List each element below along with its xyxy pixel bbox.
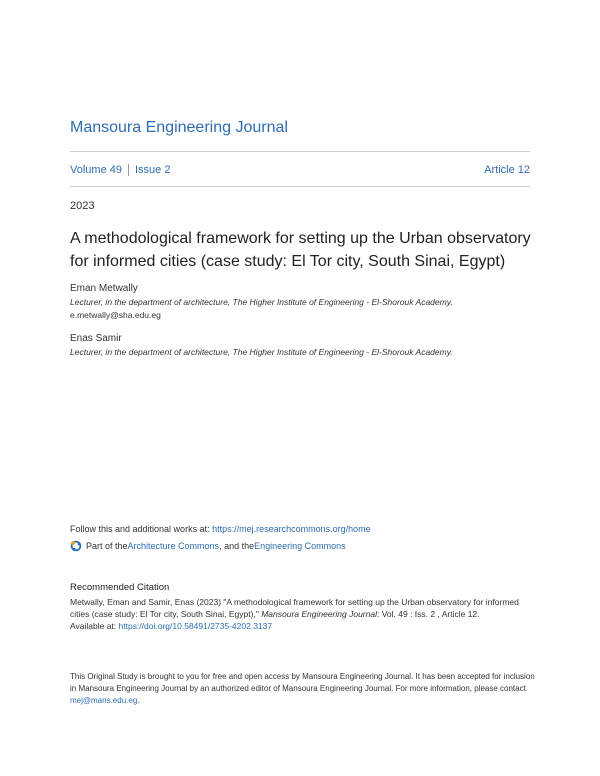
issue-line <box>70 164 530 176</box>
architecture-commons-link[interactable]: Architecture Commons <box>127 541 220 551</box>
contact-email-link[interactable]: mej@mans.edu.eg <box>70 696 138 705</box>
notice-text: This Original Study is brought to you for free and open access by Mansoura Engineering Journal. It has been accepted for inclusion in Mansoura Engineering Journal by an authorized editor of Mansoura Engineering Journal. For more information, please contact <box>70 672 535 693</box>
volume-link[interactable]: Volume 49 <box>70 164 122 176</box>
recommended-citation-heading: Recommended Citation <box>70 582 170 593</box>
commons-network-icon <box>70 540 82 552</box>
article-title: A methodological framework for setting up the Urban observatory for informed cities (case study: El Tor city, South Sinai, Egypt) <box>70 230 531 270</box>
part-of-prefix: Part of the <box>86 541 128 551</box>
part-of-middle: , and the <box>219 541 255 551</box>
citation-text <box>70 596 530 632</box>
part-of-line <box>70 540 346 552</box>
issue-link[interactable]: Issue 2 <box>134 164 171 176</box>
issue-separator <box>128 164 129 176</box>
follow-prefix: Follow this and additional works at: <box>70 524 213 534</box>
citation-journal: Mansoura Engineering Journal <box>261 609 377 619</box>
article-number-link[interactable]: Article 12 <box>484 164 530 176</box>
engineering-commons-link[interactable]: Engineering Commons <box>254 541 346 551</box>
journal-title-link[interactable]: Mansoura Engineering Journal <box>70 119 288 136</box>
author-name: Enas Samir <box>70 333 122 344</box>
author-affiliation: Lecturer, in the department of architecture, The Higher Institute of Engineering - El-Shorouk Academy. <box>70 347 453 357</box>
citation-availability <box>70 620 530 632</box>
divider-top <box>70 151 530 152</box>
open-access-notice <box>70 671 540 707</box>
notice-end: . <box>137 696 140 705</box>
available-prefix: Available at: <box>70 621 119 631</box>
author-email: e.metwally@sha.edu.eg <box>70 310 161 320</box>
doi-link[interactable]: https://doi.org/10.58491/2735-4202.3137 <box>118 621 273 631</box>
divider-bottom <box>70 186 530 187</box>
citation-volume: : Vol. 49 : Iss. 2 , Article 12. <box>376 609 480 619</box>
follow-line <box>70 524 371 534</box>
citation-body: Metwally, Eman and Samir, Enas (2023) "A methodological framework for setting up the Urban observatory for informed cities (case study: El Tor city, South Sinai, Egypt)," <box>70 597 519 619</box>
repository-home-link[interactable]: https://mej.researchcommons.org/home <box>212 524 371 534</box>
author-affiliation: Lecturer, in the department of architecture, The Higher Institute of Engineering - El-Shorouk Academy, <box>70 297 453 307</box>
publication-year: 2023 <box>70 200 95 212</box>
author-name: Eman Metwally <box>70 283 138 294</box>
